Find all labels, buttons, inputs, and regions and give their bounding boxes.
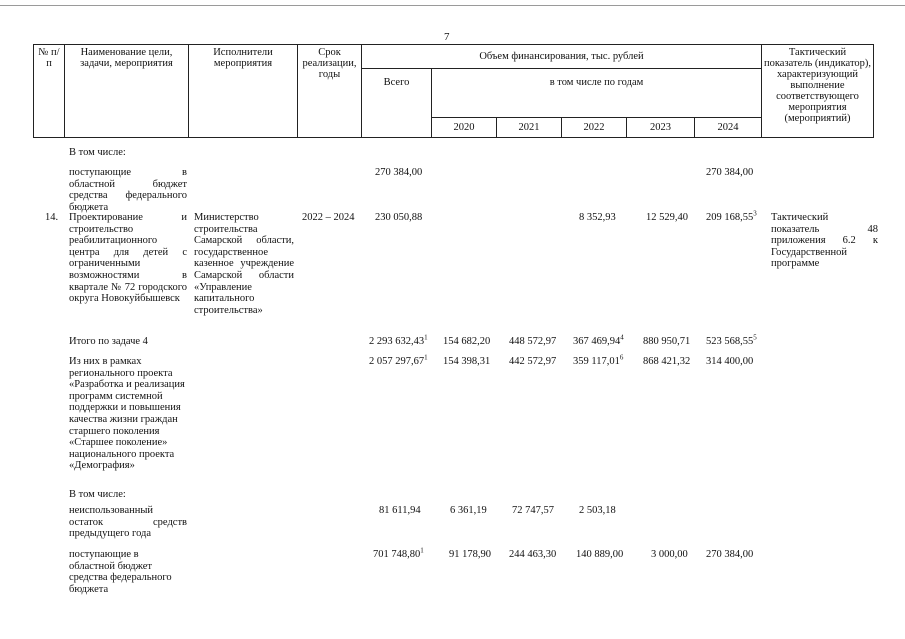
row-federal-name: поступающие в областной бюджет средства федерального бюджета <box>69 167 187 213</box>
row-federal-funds-name: поступающие в областной бюджет средства федерального бюджета <box>69 549 172 595</box>
header-year-2020: 2020 <box>432 118 497 138</box>
row-regional-project-2020: 154 398,31 <box>443 356 491 367</box>
row-federal-funds-2022: 140 889,00 <box>576 549 624 560</box>
row-unused-balance-total: 81 611,94 <box>379 505 421 516</box>
row-regional-project-2021: 442 572,97 <box>509 356 557 367</box>
header-by-years: в том числе по годам <box>432 69 762 118</box>
row-regional-project-2023: 868 421,32 <box>643 356 691 367</box>
row-14-name: Проектирование и строительство реабилитационного центра для детей с ограниченными возможностями в квартале № 72 городского округа Новокуйбышевск <box>69 212 187 305</box>
header-year-2023: 2023 <box>627 118 695 138</box>
row-federal-funds-2024: 270 384,00 <box>706 549 754 560</box>
row-14-number: 14. <box>45 212 59 223</box>
row-14-executors: Министерство строительства Самарской области, государственное казенное учреждение Самарской области «Управление капитального строительства» <box>194 212 294 316</box>
row-unused-balance-2020: 6 361,19 <box>450 505 487 516</box>
header-funding: Объем финансирования, тыс. рублей <box>362 45 762 69</box>
row-unused-balance-2021: 72 747,57 <box>512 505 554 516</box>
row-regional-project-total: 2 057 297,67$^1$ <box>369 353 428 367</box>
row-14-2022: 8 352,93 <box>579 212 616 223</box>
header-total: Всего <box>362 69 432 138</box>
header-name: Наименование цели, задачи, мероприятия <box>65 45 189 138</box>
row-task4-total: 2 293 632,43$^1$ <box>369 333 428 347</box>
row-federal-funds-2021: 244 463,30 <box>509 549 557 560</box>
row-14-2024: 209 168,55$^3$ <box>706 209 757 223</box>
table-header <box>33 44 874 138</box>
header-year-2024: 2024 <box>695 118 762 138</box>
row-task4-2021: 448 572,97 <box>509 336 557 347</box>
row-unused-balance-2022: 2 503,18 <box>579 505 616 516</box>
header-no: № п/п <box>34 45 65 138</box>
row-task4-2023: 880 950,71 <box>643 336 691 347</box>
header-executors: Исполнители мероприятия <box>189 45 298 138</box>
header-year-2022: 2022 <box>562 118 627 138</box>
row-including-label: В том числе: <box>69 147 126 158</box>
row-task4-2024: 523 568,55$^5$ <box>706 333 757 347</box>
row-14-total: 230 050,88 <box>375 212 423 223</box>
header-period: Срок реализации, годы <box>298 45 362 138</box>
row-regional-project-2024: 314 400,00 <box>706 356 754 367</box>
row-including-label-2: В том числе: <box>69 489 126 500</box>
row-federal-funds-2020: 91 178,90 <box>449 549 491 560</box>
row-federal-2024: 270 384,00 <box>706 167 754 178</box>
row-unused-balance-name: неиспользованный остаток средств предыдущего года <box>69 505 187 540</box>
row-14-period: 2022 – 2024 <box>302 212 355 223</box>
row-task4-2022: 367 469,94$^4$ <box>573 333 624 347</box>
row-task4-2020: 154 682,20 <box>443 336 491 347</box>
row-regional-project-2022: 359 117,01$^6$ <box>573 353 624 367</box>
row-14-indicator: Тактический показатель 48 приложения 6.2 к Государственной программе <box>771 212 878 270</box>
row-14-2023: 12 529,40 <box>646 212 688 223</box>
header-year-2021: 2021 <box>497 118 562 138</box>
row-federal-funds-2023: 3 000,00 <box>651 549 688 560</box>
header-indicator: Тактический показатель (индикатор), характеризующий выполнение соответствующего мероприятия (мероприятий) <box>762 45 874 138</box>
top-border-line <box>0 5 905 6</box>
page-number: 7 <box>444 31 450 43</box>
row-federal-total: 270 384,00 <box>375 167 423 178</box>
row-task4-total-name: Итого по задаче 4 <box>69 336 148 347</box>
row-regional-project-name: Из них в рамках регионального проекта «Разработка и реализация программ системной поддержки и повышения качества жизни граждан старшего поколения «Старшее поколение» национального проекта «Демография» <box>69 356 185 472</box>
row-federal-funds-total: 701 748,80$^1$ <box>373 546 424 560</box>
